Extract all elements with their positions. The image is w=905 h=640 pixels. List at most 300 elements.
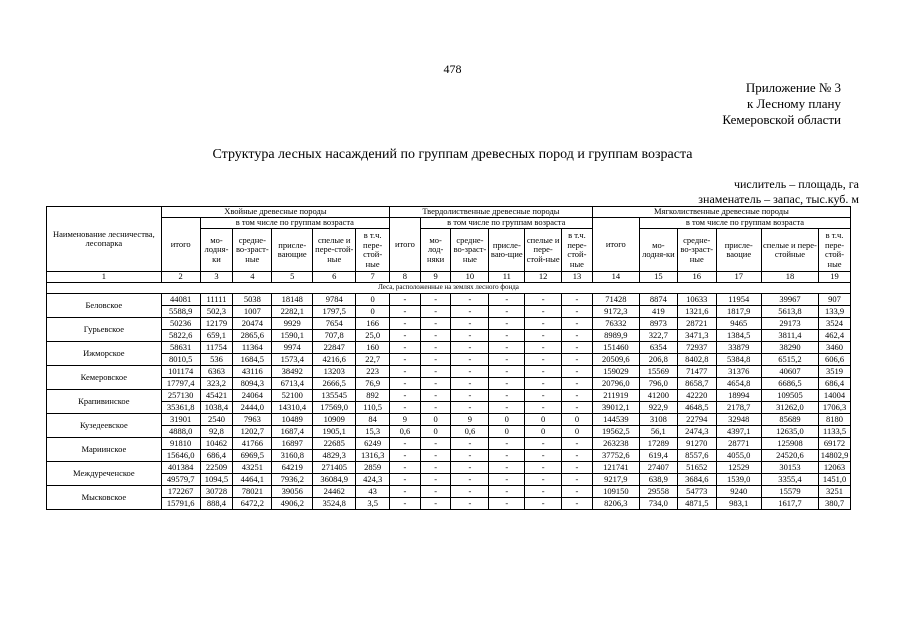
forestry-name: Ижморское xyxy=(47,342,162,366)
stock-cell: - xyxy=(451,402,489,414)
stock-cell: 4464,1 xyxy=(233,474,272,486)
stock-cell: - xyxy=(562,450,593,462)
area-cell: - xyxy=(390,438,421,450)
stock-cell: - xyxy=(525,498,562,510)
area-cell: 0 xyxy=(525,414,562,426)
stock-cell: 1133,5 xyxy=(819,426,851,438)
header-group-hardwood: Твердолиственные древесные породы xyxy=(390,207,593,218)
area-cell: 7963 xyxy=(233,414,272,426)
header-col: спелые и пере-стой-ные xyxy=(313,229,356,272)
forest-structure-table xyxy=(46,206,851,510)
stock-cell: - xyxy=(562,498,593,510)
stock-cell: 1706,3 xyxy=(819,402,851,414)
stock-cell: - xyxy=(390,330,421,342)
stock-cell: 419 xyxy=(639,306,677,318)
header-name: Наименование лесничества, лесопарка xyxy=(47,207,162,272)
column-number: 6 xyxy=(313,272,356,283)
area-cell: - xyxy=(390,342,421,354)
column-number: 10 xyxy=(451,272,489,283)
stock-cell: 8010,5 xyxy=(161,354,200,366)
stock-cell: 1687,4 xyxy=(272,426,313,438)
stock-cell: 3355,4 xyxy=(761,474,818,486)
stock-cell: - xyxy=(489,498,525,510)
stock-cell: 1384,5 xyxy=(716,330,761,342)
forestry-name: Мысковское xyxy=(47,486,162,510)
stock-cell: 1817,9 xyxy=(716,306,761,318)
table-row-stock xyxy=(47,474,851,486)
column-number: 7 xyxy=(356,272,390,283)
stock-cell: 22,7 xyxy=(356,354,390,366)
table-row-stock xyxy=(47,378,851,390)
area-cell: 14004 xyxy=(819,390,851,402)
stock-cell: 0 xyxy=(356,306,390,318)
area-cell: 3251 xyxy=(819,486,851,498)
area-cell: - xyxy=(420,366,451,378)
area-cell: 16897 xyxy=(272,438,313,450)
column-number: 9 xyxy=(420,272,451,283)
area-cell: 6249 xyxy=(356,438,390,450)
area-cell: - xyxy=(562,294,593,306)
stock-cell: 322,7 xyxy=(639,330,677,342)
stock-cell: - xyxy=(489,402,525,414)
column-number: 14 xyxy=(592,272,639,283)
stock-cell: - xyxy=(451,378,489,390)
header-col: мо-лодня-ки xyxy=(200,229,233,272)
stock-cell: 686,4 xyxy=(819,378,851,390)
stock-cell: - xyxy=(451,450,489,462)
header-subgroup: в том числе по группам возраста xyxy=(639,218,850,229)
stock-cell: 9217,9 xyxy=(592,474,639,486)
stock-cell: - xyxy=(390,402,421,414)
stock-cell: 323,2 xyxy=(200,378,233,390)
area-cell: 32948 xyxy=(716,414,761,426)
area-cell: 54773 xyxy=(677,486,716,498)
area-cell: 9240 xyxy=(716,486,761,498)
area-cell: 91270 xyxy=(677,438,716,450)
area-cell: 28721 xyxy=(677,318,716,330)
area-cell: 172267 xyxy=(161,486,200,498)
area-cell: 44081 xyxy=(161,294,200,306)
stock-cell: - xyxy=(390,474,421,486)
stock-cell: 3684,6 xyxy=(677,474,716,486)
area-cell: 160 xyxy=(356,342,390,354)
header-col: мо-лод-няки xyxy=(420,229,451,272)
stock-cell: 8206,3 xyxy=(592,498,639,510)
table-row-area xyxy=(47,414,851,426)
stock-cell: 15646,0 xyxy=(161,450,200,462)
header-col: присле-ваоцие xyxy=(716,229,761,272)
area-cell: 24462 xyxy=(313,486,356,498)
stock-cell: - xyxy=(420,402,451,414)
table-row-stock xyxy=(47,450,851,462)
table-row-area xyxy=(47,486,851,498)
forestry-name: Кузедеевское xyxy=(47,414,162,438)
stock-cell: 8557,6 xyxy=(677,450,716,462)
stock-cell: 922,9 xyxy=(639,402,677,414)
stock-cell: 3471,3 xyxy=(677,330,716,342)
area-cell: - xyxy=(420,318,451,330)
area-cell: - xyxy=(420,462,451,474)
header-col: спелые и пере-стойные xyxy=(761,229,818,272)
area-cell: 30153 xyxy=(761,462,818,474)
stock-cell: 8402,8 xyxy=(677,354,716,366)
area-cell: 22794 xyxy=(677,414,716,426)
header-row-subgroups xyxy=(47,218,851,229)
stock-cell: 1316,3 xyxy=(356,450,390,462)
stock-cell: 5588,9 xyxy=(161,306,200,318)
area-cell: 39056 xyxy=(272,486,313,498)
area-cell: - xyxy=(525,366,562,378)
area-cell: 0 xyxy=(489,414,525,426)
header-col: средне-во-зраст-ные xyxy=(677,229,716,272)
column-number: 1 xyxy=(47,272,162,283)
stock-cell: 20796,0 xyxy=(592,378,639,390)
stock-cell: 110,5 xyxy=(356,402,390,414)
header-col: средне-во-зраст-ные xyxy=(451,229,489,272)
stock-cell: 92,8 xyxy=(200,426,233,438)
table-row-stock xyxy=(47,498,851,510)
stock-cell: - xyxy=(420,378,451,390)
area-cell: - xyxy=(420,390,451,402)
stock-cell: 49579,7 xyxy=(161,474,200,486)
stock-cell: 6515,2 xyxy=(761,354,818,366)
stock-cell: 4216,6 xyxy=(313,354,356,366)
header-col: присле-ваю-щие xyxy=(489,229,525,272)
appendix-line-1: Приложение № 3 xyxy=(745,80,841,95)
stock-cell: 619,4 xyxy=(639,450,677,462)
stock-cell: 1007 xyxy=(233,306,272,318)
header-total: итого xyxy=(592,218,639,272)
stock-cell: 1539,0 xyxy=(716,474,761,486)
column-number: 11 xyxy=(489,272,525,283)
stock-cell: 1321,6 xyxy=(677,306,716,318)
table-row-stock xyxy=(47,402,851,414)
area-cell: 52100 xyxy=(272,390,313,402)
stock-cell: 8094,3 xyxy=(233,378,272,390)
area-cell: 72937 xyxy=(677,342,716,354)
area-cell: 76332 xyxy=(592,318,639,330)
stock-cell: 15,3 xyxy=(356,426,390,438)
area-cell: - xyxy=(489,390,525,402)
header-row-numbers xyxy=(47,272,851,283)
area-cell: 78021 xyxy=(233,486,272,498)
area-cell: 8874 xyxy=(639,294,677,306)
area-cell: - xyxy=(451,318,489,330)
area-cell: 892 xyxy=(356,390,390,402)
stock-cell: 638,9 xyxy=(639,474,677,486)
table-row-stock xyxy=(47,330,851,342)
stock-cell: 1684,5 xyxy=(233,354,272,366)
area-cell: 33879 xyxy=(716,342,761,354)
stock-cell: 686,4 xyxy=(200,450,233,462)
stock-cell: 31262,0 xyxy=(761,402,818,414)
header-group-conifer: Хвойные древесные породы xyxy=(161,207,389,218)
area-cell: 3460 xyxy=(819,342,851,354)
stock-cell: 6713,4 xyxy=(272,378,313,390)
stock-cell: 17569,0 xyxy=(313,402,356,414)
area-cell: - xyxy=(451,438,489,450)
area-cell: 38492 xyxy=(272,366,313,378)
header-col: в т.ч. пере-стой-ные xyxy=(356,229,390,272)
stock-cell: - xyxy=(390,378,421,390)
header-subgroup: в том числе по группам возраста xyxy=(200,218,389,229)
area-cell: 84 xyxy=(356,414,390,426)
stock-cell: 6472,2 xyxy=(233,498,272,510)
stock-cell: 0,6 xyxy=(451,426,489,438)
area-cell: 22847 xyxy=(313,342,356,354)
header-row-groups xyxy=(47,207,851,218)
area-cell: 6354 xyxy=(639,342,677,354)
area-cell: - xyxy=(489,486,525,498)
page-number: 478 xyxy=(443,62,462,76)
stock-cell: - xyxy=(451,498,489,510)
area-cell: 24064 xyxy=(233,390,272,402)
forestry-name: Крапивинское xyxy=(47,390,162,414)
area-cell: 9 xyxy=(451,414,489,426)
area-cell: - xyxy=(525,390,562,402)
area-cell: - xyxy=(525,462,562,474)
area-cell: 20474 xyxy=(233,318,272,330)
stock-cell: - xyxy=(562,402,593,414)
stock-cell: 2666,5 xyxy=(313,378,356,390)
area-cell: - xyxy=(420,342,451,354)
area-cell: 11111 xyxy=(200,294,233,306)
area-cell: 18994 xyxy=(716,390,761,402)
stock-cell: 1797,5 xyxy=(313,306,356,318)
stock-cell: 4906,2 xyxy=(272,498,313,510)
area-cell: 10489 xyxy=(272,414,313,426)
table-row-stock xyxy=(47,426,851,438)
stock-cell: 1038,4 xyxy=(200,402,233,414)
area-cell: 71428 xyxy=(592,294,639,306)
stock-cell: 0,6 xyxy=(390,426,421,438)
area-cell: - xyxy=(420,438,451,450)
area-cell: - xyxy=(562,462,593,474)
area-cell: 0 xyxy=(420,414,451,426)
column-number: 16 xyxy=(677,272,716,283)
area-cell: 22509 xyxy=(200,462,233,474)
stock-cell: - xyxy=(562,306,593,318)
header-col: в т.ч. пере-стой-ные xyxy=(819,229,851,272)
stock-cell: 1905,1 xyxy=(313,426,356,438)
stock-cell: - xyxy=(451,306,489,318)
area-cell: - xyxy=(420,294,451,306)
stock-cell: - xyxy=(451,330,489,342)
stock-cell: 4829,3 xyxy=(313,450,356,462)
stock-cell: 3160,8 xyxy=(272,450,313,462)
area-cell: - xyxy=(451,294,489,306)
stock-cell: 502,3 xyxy=(200,306,233,318)
stock-cell: 4055,0 xyxy=(716,450,761,462)
stock-cell: 6686,5 xyxy=(761,378,818,390)
stock-cell: 1202,7 xyxy=(233,426,272,438)
stock-cell: - xyxy=(525,354,562,366)
forestry-name: Кемеровское xyxy=(47,366,162,390)
forestry-name: Междуреченское xyxy=(47,462,162,486)
stock-cell: 76,9 xyxy=(356,378,390,390)
area-cell: - xyxy=(451,390,489,402)
area-cell: 64219 xyxy=(272,462,313,474)
area-cell: 2859 xyxy=(356,462,390,474)
area-cell: 71477 xyxy=(677,366,716,378)
area-cell: 125908 xyxy=(761,438,818,450)
stock-cell: 206,8 xyxy=(639,354,677,366)
area-cell: 6363 xyxy=(200,366,233,378)
stock-cell: 659,1 xyxy=(200,330,233,342)
stock-cell: - xyxy=(451,474,489,486)
area-cell: - xyxy=(390,486,421,498)
stock-cell: 8989,9 xyxy=(592,330,639,342)
area-cell: - xyxy=(562,390,593,402)
area-cell: 10462 xyxy=(200,438,233,450)
area-cell: 58631 xyxy=(161,342,200,354)
stock-cell: - xyxy=(451,354,489,366)
stock-cell: 3811,4 xyxy=(761,330,818,342)
area-cell: 29558 xyxy=(639,486,677,498)
stock-cell: 5384,8 xyxy=(716,354,761,366)
area-cell: 9974 xyxy=(272,342,313,354)
table-row-stock xyxy=(47,354,851,366)
stock-cell: - xyxy=(420,450,451,462)
stock-cell: 15791,6 xyxy=(161,498,200,510)
stock-cell: 796,0 xyxy=(639,378,677,390)
stock-cell: 2865,6 xyxy=(233,330,272,342)
stock-cell: 19562,5 xyxy=(592,426,639,438)
header-total: итого xyxy=(390,218,421,272)
column-number: 13 xyxy=(562,272,593,283)
column-number: 15 xyxy=(639,272,677,283)
area-cell: 257130 xyxy=(161,390,200,402)
stock-cell: 17797,4 xyxy=(161,378,200,390)
area-cell: - xyxy=(451,486,489,498)
forestry-name: Беловское xyxy=(47,294,162,318)
area-cell: 12529 xyxy=(716,462,761,474)
stock-cell: - xyxy=(420,498,451,510)
legend-denominator: знаменатель – запас, тыс.куб. м xyxy=(698,192,859,206)
area-cell: 42220 xyxy=(677,390,716,402)
stock-cell: - xyxy=(562,378,593,390)
area-cell: - xyxy=(562,486,593,498)
area-cell: 0 xyxy=(562,414,593,426)
area-cell: - xyxy=(525,486,562,498)
stock-cell: 14310,4 xyxy=(272,402,313,414)
area-cell: 271405 xyxy=(313,462,356,474)
header-col: в т.ч. пере-стой-ные xyxy=(562,229,593,272)
area-cell: - xyxy=(451,366,489,378)
stock-cell: 888,4 xyxy=(200,498,233,510)
stock-cell: 12635,0 xyxy=(761,426,818,438)
area-cell: 5038 xyxy=(233,294,272,306)
stock-cell: - xyxy=(562,354,593,366)
area-cell: 39967 xyxy=(761,294,818,306)
forestry-name: Гурьевское xyxy=(47,318,162,342)
area-cell: 38290 xyxy=(761,342,818,354)
stock-cell: - xyxy=(489,378,525,390)
area-cell: 13203 xyxy=(313,366,356,378)
stock-cell: 9172,3 xyxy=(592,306,639,318)
area-cell: 11954 xyxy=(716,294,761,306)
stock-cell: - xyxy=(525,330,562,342)
area-cell: - xyxy=(562,342,593,354)
stock-cell: 734,0 xyxy=(639,498,677,510)
area-cell: 101174 xyxy=(161,366,200,378)
area-cell: 166 xyxy=(356,318,390,330)
area-cell: 51652 xyxy=(677,462,716,474)
header-total: итого xyxy=(161,218,200,272)
stock-cell: 4654,8 xyxy=(716,378,761,390)
appendix-line-3: Кемеровской области xyxy=(722,112,841,127)
area-cell: - xyxy=(451,342,489,354)
stock-cell: 1094,5 xyxy=(200,474,233,486)
area-cell: 10909 xyxy=(313,414,356,426)
stock-cell: 4888,0 xyxy=(161,426,200,438)
stock-cell: 4648,5 xyxy=(677,402,716,414)
area-cell: 40607 xyxy=(761,366,818,378)
area-cell: - xyxy=(562,366,593,378)
area-cell: 3519 xyxy=(819,366,851,378)
forestry-name: Мариинское xyxy=(47,438,162,462)
stock-cell: 0 xyxy=(489,426,525,438)
area-cell: 401384 xyxy=(161,462,200,474)
area-cell: 91810 xyxy=(161,438,200,450)
stock-cell: 0 xyxy=(562,426,593,438)
area-cell: 10633 xyxy=(677,294,716,306)
area-cell: 9929 xyxy=(272,318,313,330)
stock-cell: 462,4 xyxy=(819,330,851,342)
stock-cell: 25,0 xyxy=(356,330,390,342)
area-cell: 263238 xyxy=(592,438,639,450)
area-cell: - xyxy=(390,366,421,378)
area-cell: 144539 xyxy=(592,414,639,426)
area-cell: 22685 xyxy=(313,438,356,450)
column-number: 8 xyxy=(390,272,421,283)
area-cell: 2540 xyxy=(200,414,233,426)
area-cell: 223 xyxy=(356,366,390,378)
stock-cell: 133,9 xyxy=(819,306,851,318)
table-row-area xyxy=(47,318,851,330)
appendix-line-2: к Лесному плану xyxy=(746,96,841,111)
area-cell: 28771 xyxy=(716,438,761,450)
area-cell: 151460 xyxy=(592,342,639,354)
header-group-softwood: Мягколиственные древесные породы xyxy=(592,207,850,218)
stock-cell: 14802,9 xyxy=(819,450,851,462)
column-number: 4 xyxy=(233,272,272,283)
area-cell: 41766 xyxy=(233,438,272,450)
table-row-area xyxy=(47,390,851,402)
stock-cell: 37752,6 xyxy=(592,450,639,462)
legend-numerator: числитель – площадь, га xyxy=(733,177,859,191)
area-cell: 159029 xyxy=(592,366,639,378)
stock-cell: 4871,5 xyxy=(677,498,716,510)
stock-cell: 4397,1 xyxy=(716,426,761,438)
section-row xyxy=(47,283,851,294)
area-cell: - xyxy=(525,294,562,306)
area-cell: 30728 xyxy=(200,486,233,498)
area-cell: 109150 xyxy=(592,486,639,498)
area-cell: 109505 xyxy=(761,390,818,402)
stock-cell: - xyxy=(390,450,421,462)
area-cell: 29173 xyxy=(761,318,818,330)
stock-cell: 1451,0 xyxy=(819,474,851,486)
area-cell: 15579 xyxy=(761,486,818,498)
stock-cell: 20509,6 xyxy=(592,354,639,366)
stock-cell: 35361,8 xyxy=(161,402,200,414)
stock-cell: 8658,7 xyxy=(677,378,716,390)
stock-cell: 2178,7 xyxy=(716,402,761,414)
stock-cell: 3524,8 xyxy=(313,498,356,510)
column-number: 3 xyxy=(200,272,233,283)
column-number: 12 xyxy=(525,272,562,283)
